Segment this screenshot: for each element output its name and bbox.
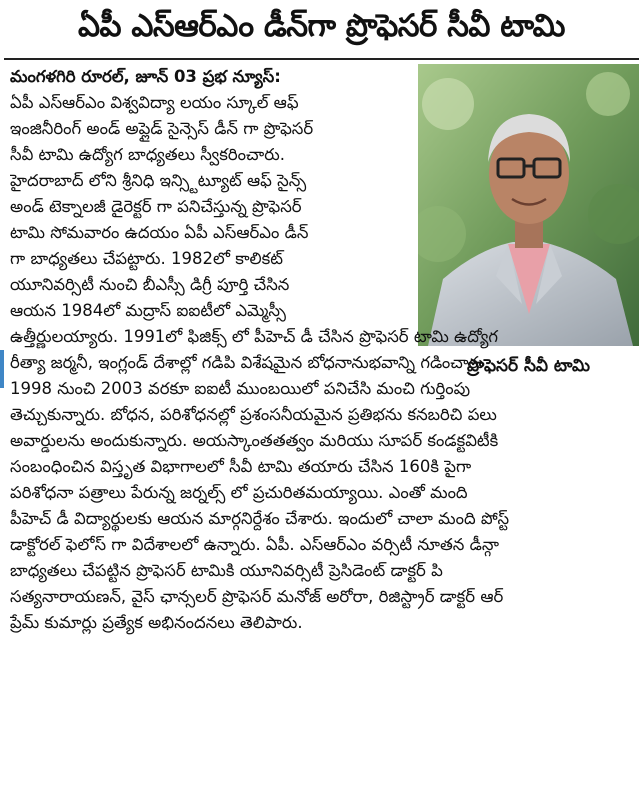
article-line: ఉత్తీర్ణులయ్యారు. 1991లో ఫిజిక్స్ లో పీహెచ్ డీ చేసిన ప్రొఫెసర్ టామి ఉద్యోగ <box>10 327 499 346</box>
article-line: బాధ్యతలు చేపట్టిన ప్రొఫెసర్ టామికి యూనివర్సిటీ ప్రెసిడెంట్ డాక్టర్ పి <box>10 561 443 580</box>
article-line: పరిశోధనా పత్రాలు పేరున్న జర్నల్స్ లో ప్రచురితమయ్యాయి. ఎంతో మంది <box>10 483 468 502</box>
article-line: యూనివర్సిటీ నుంచి బీఎస్సీ డిగ్రీ పూర్తి చేసిన <box>10 275 290 294</box>
article-line: డాక్టోరల్ ఫెలోస్ గా విదేశాలలో ఉన్నారు. ఏపీ. ఎస్ఆర్ఎం వర్సిటీ నూతన డీన్గా <box>10 535 499 554</box>
article-line: హైదరాబాద్ లోని శ్రీనిధి ఇన్స్టిట్యూట్ ఆఫ్ సైన్స్ <box>10 171 307 190</box>
article-line: గా బాధ్యతలు చేపట్టారు. 1982లో కాలికట్ <box>10 249 283 268</box>
dateline: మంగళగిరి రూరల్, జూన్ 03 ప్రభ న్యూస్: <box>10 67 281 86</box>
headline-rule <box>4 58 639 60</box>
photo-caption: ప్రొఫెసర్ సీవీ టామి <box>467 356 590 376</box>
article-line: ఏపీ ఎస్ఆర్ఎం విశ్వవిద్యా లయం స్కూల్ ఆఫ్ <box>10 93 299 112</box>
margin-accent-bar <box>0 350 4 388</box>
article-line: సత్యనారాయణన్, వైస్ ఛాన్సలర్ ప్రొఫెసర్ మనోజ్ అరోరా, రిజిస్ట్రార్ డాక్టర్ ఆర్ <box>10 587 504 606</box>
article-line: ప్రేమ్ కుమార్లు ప్రత్యేక అభినందనలు తెలిపారు. <box>10 613 303 632</box>
article-line: పీహెచ్ డీ విద్యార్థులకు ఆయన మార్గనిర్దేశం చేశారు. ఇందులో చాలా మంది పోస్ట్ <box>10 509 510 528</box>
headline: ఏపీ ఎస్ఆర్ఎం డీన్‌గా ప్రొఫెసర్ సీవీ టామి <box>77 7 565 44</box>
article-body <box>10 64 637 636</box>
article-line: ఇంజినీరింగ్ అండ్ అప్లైడ్ సైన్సెస్ డీన్ గా ప్రొఫెసర్ <box>10 119 314 138</box>
article-line: అండ్ టెక్నాలజీ డైరెక్టర్ గా పనిచేస్తున్న ప్రొఫెసర్ <box>10 197 302 216</box>
article-line: తెచ్చుకున్నారు. బోధన, పరిశోధనల్లో ప్రశంసనీయమైన ప్రతిభను కనబరిచి పలు <box>10 405 497 424</box>
article-line: ఆయన 1984లో మద్రాస్ ఐఐటీలో ఎమ్మెస్సీ <box>10 301 286 320</box>
article-line: అవార్డులను అందుకున్నారు. అయస్కాంతతత్వం మరియు సూపర్ కండక్టవిటీకి <box>10 431 499 450</box>
article-line: సంబంధించిన విస్తృత విభాగాలలో సీవీ టామి తయారు చేసిన 160కి పైగా <box>10 457 472 476</box>
article-line: సీవీ టామి ఉద్యోగ బాధ్యతలు స్వీకరించారు. <box>10 145 285 164</box>
article-line: రీత్యా జర్మనీ, ఇంగ్లండ్ దేశాల్లో గడిపి విశేషమైన బోధనానుభవాన్ని గడించారు. <box>10 353 490 372</box>
article-line: 1998 నుంచి 2003 వరకూ ఐఐటీ ముంబయిలో పనిచేసి మంచి గుర్తింపు <box>10 379 471 398</box>
article-line: టామి సోమవారం ఉదయం ఏపీ ఎస్ఆర్ఎం డీన్ <box>10 223 309 242</box>
